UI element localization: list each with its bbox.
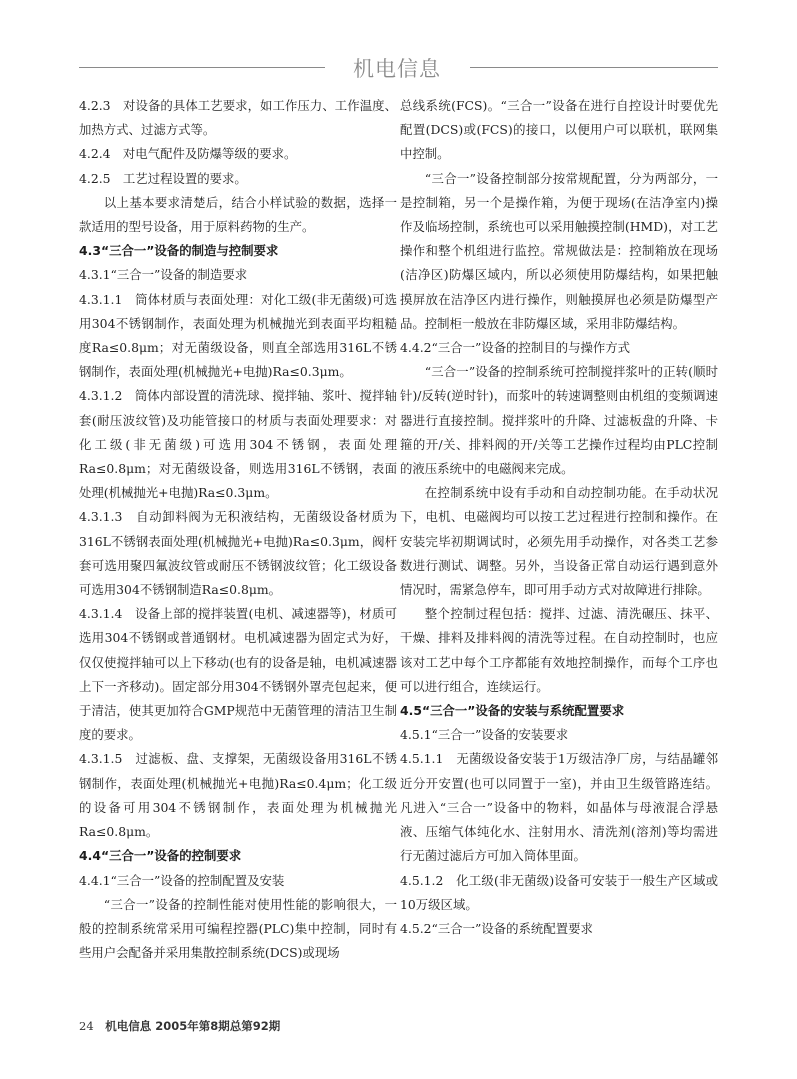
paragraph: 4.3.1“三合一”设备的制造要求 — [79, 267, 248, 283]
paragraph: “三合一”设备的控制性能对使用性能的影响很大，一般的控制系统常采用可编程控器(PLC)集中控制，同时有些用户会配备并采用集散控制系统(DCS)或现场 — [79, 896, 397, 961]
paragraph: 整个控制过程包括：搅拌、过滤、清洗碾压、抹平、干燥、排料及排料阀的清洗等过程。在自动控制时，也应该对工艺中每个工序都能有效地控制操作，而每个工序也可以进行组合，连续运行。 — [400, 606, 718, 694]
paragraph: 4.4.1“三合一”设备的控制配置及安装 — [79, 872, 285, 888]
section-heading: 4.5“三合一”设备的安装与系统配置要求 — [400, 703, 625, 719]
journal-header-title: 机电信息 — [353, 57, 441, 81]
paragraph: 4.3.1.3 自动卸料阀为无积液结构，无菌级设备材质为316L不锈钢表面处理(机械抛光+电抛)Ra≤0.3μm，阀杆套可选用聚四氟波纹管或耐压不锈钢波纹管；化工级设备可选用304不锈钢制造Ra≤0.8μm。 — [79, 509, 397, 598]
paragraph: 4.2.3 对设备的具体工艺要求，如工作压力、工作温度、加热方式、过滤方式等。 — [79, 98, 397, 138]
paragraph: 4.5.1.2 化工级(非无菌级)设备可安装于一般生产区域或10万级区域。 — [400, 872, 718, 912]
paragraph: 4.3.1.5 过滤板、盘、支撑架，无菌级设备用316L不锈钢制作，表面处理(机械抛光+电抛)Ra≤0.4μm；化工级的设备可用304不锈钢制作，表面处理为机械抛光Ra≤0.8μm。 — [79, 751, 397, 840]
paragraph: 在控制系统中设有手动和自动控制功能。在手动状况下，电机、电磁阀均可以按工艺过程进行控制和操作。在安装完毕初期调试时，必须先用手动操作，对各类工艺参数进行测试、调整。另外，当设备正常自动运行遇到意外情况时，需紧急停车，即可用手动方式对故障进行排除。 — [400, 485, 718, 598]
paragraph: 4.3.1.1 筒体材质与表面处理：对化工级(非无菌级)可选用304不锈钢制作，表面处理为机械抛光到表面平均粗糙度Ra≤0.8μm；对无菌级设备，则直全部选用316L不锈钢制作，表面处理(机械抛光+电抛)Ra≤0.3μm。 — [79, 291, 397, 380]
header-rule-left — [79, 67, 325, 68]
paragraph: “三合一”设备的控制系统可控制搅拌浆叶的正转(顺时针)/反转(逆时针)，而浆叶的转速调整则由机组的变频调速器进行直接控制。搅拌浆叶的升降、过滤板盘的升降、卡箍的开/关、排料阀的开/关等工艺操作过程均由PLC控制的液压系统中的电磁阀来完成。 — [400, 364, 718, 477]
page-footer — [79, 1018, 280, 1034]
header-rule-right — [470, 67, 718, 68]
paragraph: “三合一”设备控制部分按常规配置，分为两部分，一是控制箱，另一个是操作箱，为便于现场(在洁净室内)操作及临场控制，系统也可以采用触摸控制(HMD)，对工艺操作和整个机组进行监控。常规做法是：控制箱放在现场(洁净区)防爆区域内，所以必须使用防爆结构，如果把触摸屏放在洁净区内进行操作，则触摸屏也必须是防爆型产品。控制柜一般放在非防爆区域，采用非防爆结构。 — [400, 170, 718, 331]
paragraph: 4.5.2“三合一”设备的系统配置要求 — [400, 920, 593, 936]
journal-issue: 机电信息 2005年第8期总第92期 — [105, 1019, 281, 1033]
paragraph: 4.4.2“三合一”设备的控制目的与操作方式 — [400, 340, 631, 356]
section-heading: 4.4“三合一”设备的控制要求 — [79, 848, 242, 864]
left-column — [79, 94, 397, 965]
right-column — [400, 94, 718, 941]
section-heading: 4.3“三合一”设备的制造与控制要求 — [79, 243, 279, 259]
paragraph: 4.2.4 对电气配件及防爆等级的要求。 — [79, 146, 297, 162]
paragraph: 4.5.1.1 无菌级设备安装于1万级洁净厂房，与结晶罐邻近分开安置(也可以同置于一室)，并由卫生级管路连结。凡进入“三合一”设备中的物料，如晶体与母液混合浮悬液、压缩气体纯化水、注射用水、清洗剂(溶剂)等均需进行无菌过滤后方可加入筒体里面。 — [400, 751, 718, 864]
page-number: 24 — [79, 1019, 94, 1033]
paragraph: 4.3.1.2 筒体内部设置的清洗球、搅拌轴、浆叶、搅拌轴套(耐压波纹管)及功能管接口的材质与表面处理要求：对化工级(非无菌级)可选用304不锈钢，表面处理Ra≤0.8μm；对无菌级设备，则选用316L不锈钢，表面处理(机械抛光+电抛)Ra≤0.3μm。 — [79, 388, 397, 501]
paragraph: 总线系统(FCS)。“三合一”设备在进行自控设计时要优先配置(DCS)或(FCS)的接口，以便用户可以联机，联网集中控制。 — [400, 98, 718, 162]
paragraph: 4.2.5 工艺过程设置的要求。 — [79, 170, 247, 186]
paragraph: 4.3.1.4 设备上部的搅拌装置(电机、减速器等)，材质可选用304不锈钢或普通钢材。电机减速器为固定式为好，仅仅使搅拌轴可以上下移动(也有的设备是轴，电机减速器上下一齐移动)。固定部分用304不锈钢外罩壳包起来，便于清洁，使其更加符合GMP规范中无菌管理的清洁卫生制度的要求。 — [79, 606, 397, 743]
paragraph: 4.5.1“三合一”设备的安装要求 — [400, 727, 569, 743]
paragraph: 以上基本要求清楚后，结合小样试验的数据，选择一款适用的型号设备，用于原料药物的生产。 — [79, 194, 397, 235]
